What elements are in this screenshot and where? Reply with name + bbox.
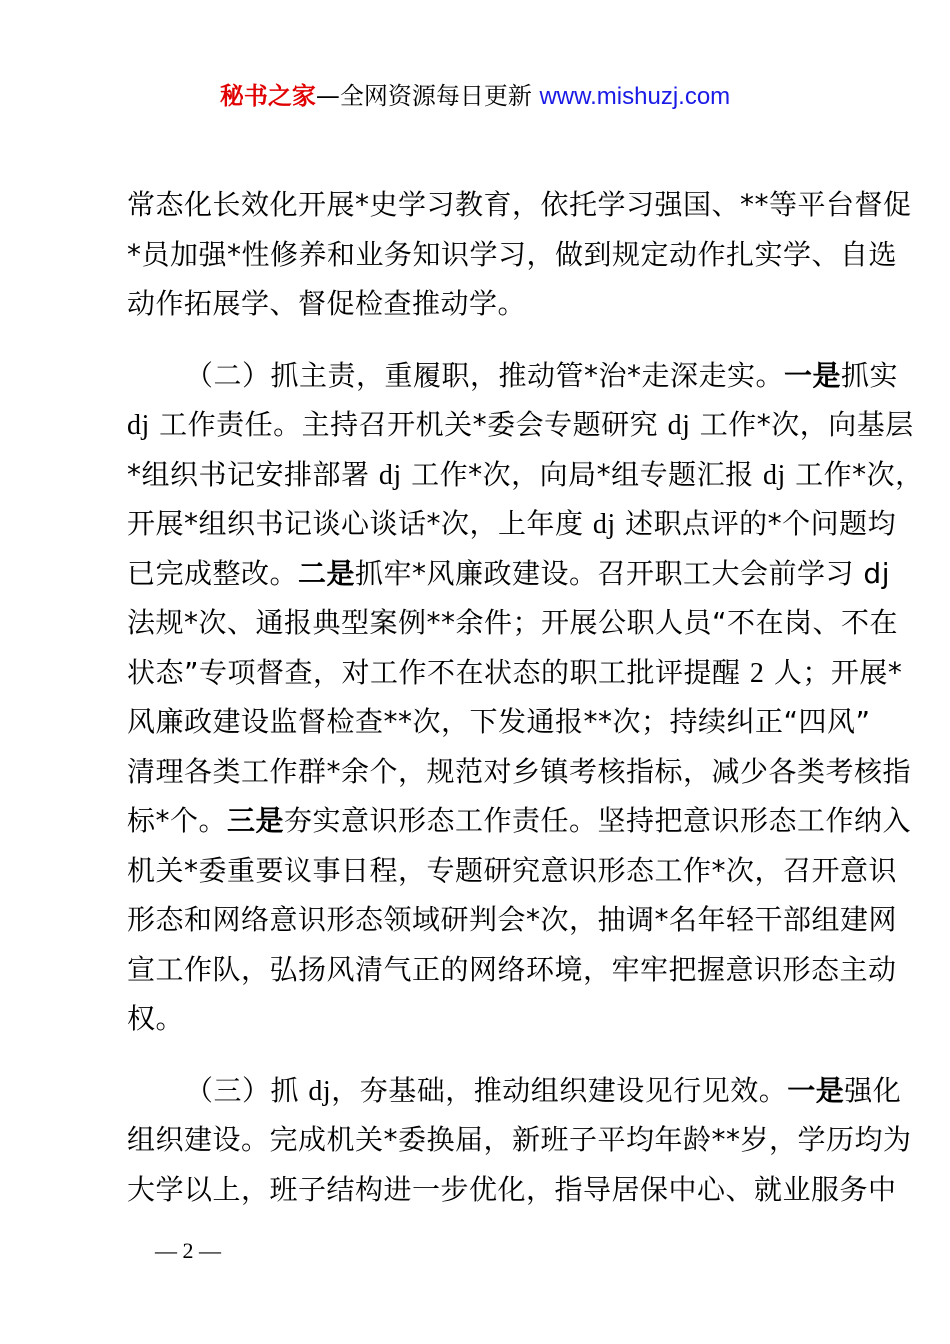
text-line: 法规*次、通报典型案例**余件；开展公职人员“不在岗、不在	[127, 606, 899, 639]
text-line: dj 工作责任。主持召开机关*委会专题研究 dj 工作*次，向基层	[127, 408, 914, 441]
text-line: 开展*组织书记谈心谈话*次，上年度 dj 述职点评的*个问题均	[127, 507, 897, 540]
text-line: 权。	[127, 1002, 185, 1035]
text-line: 状态”专项督查，对工作不在状态的职工批评提醒 2 人；开展*	[127, 655, 903, 689]
text-line: （二）抓主责，重履职，推动管*治*走深走实。一是抓实	[185, 358, 899, 392]
text-line: 已完成整改。二是抓牢*风廉政建设。召开职工大会前学习 dj	[127, 556, 890, 590]
header-slogan: —全网资源每日更新	[315, 82, 540, 110]
brand-name: 秘书之家	[219, 82, 316, 110]
text-line: 机关*委重要议事日程，专题研究意识形态工作*次，召开意识	[127, 853, 898, 887]
text-line: *员加强*性修养和业务知识学习，做到规定动作扎实学、自选	[127, 237, 898, 271]
text-line: 标*个。三是夯实意识形态工作责任。坚持把意识形态工作纳入	[127, 804, 912, 837]
site-header	[0, 80, 950, 113]
text-line: （三）抓 dj，夯基础，推动组织建设见行见效。一是强化	[185, 1073, 902, 1107]
page-number: — 2 —	[155, 1238, 221, 1263]
text-line: 常态化长效化开展*史学习教育，依托学习强国、**等平台督促	[127, 188, 912, 221]
document-body	[127, 180, 924, 1236]
text-line: 大学以上，班子结构进一步优化，指导居保中心、就业服务中	[127, 1172, 897, 1206]
text-line: *组织书记安排部署 dj 工作*次，向局*组专题汇报 dj 工作*次，	[127, 457, 924, 491]
text-line: 宣工作队，弘扬风清气正的网络环境，牢牢把握意识形态主动	[127, 952, 897, 986]
text-line: 风廉政建设监督检查**次，下发通报**次；持续纠正“四风”	[127, 705, 871, 738]
text-line: 形态和网络意识形态领域研判会*次，抽调*名年轻干部组建网	[127, 903, 898, 936]
site-url-link[interactable]: www.mishuzj.com	[539, 83, 731, 110]
text-line: 动作拓展学、督促检查推动学。	[127, 287, 527, 320]
text-line: 清理各类工作群*余个，规范对乡镇考核指标，减少各类考核指	[127, 754, 912, 788]
text-line: 组织建设。完成机关*委换届，新班子平均年龄**岁，学历均为	[127, 1123, 912, 1156]
